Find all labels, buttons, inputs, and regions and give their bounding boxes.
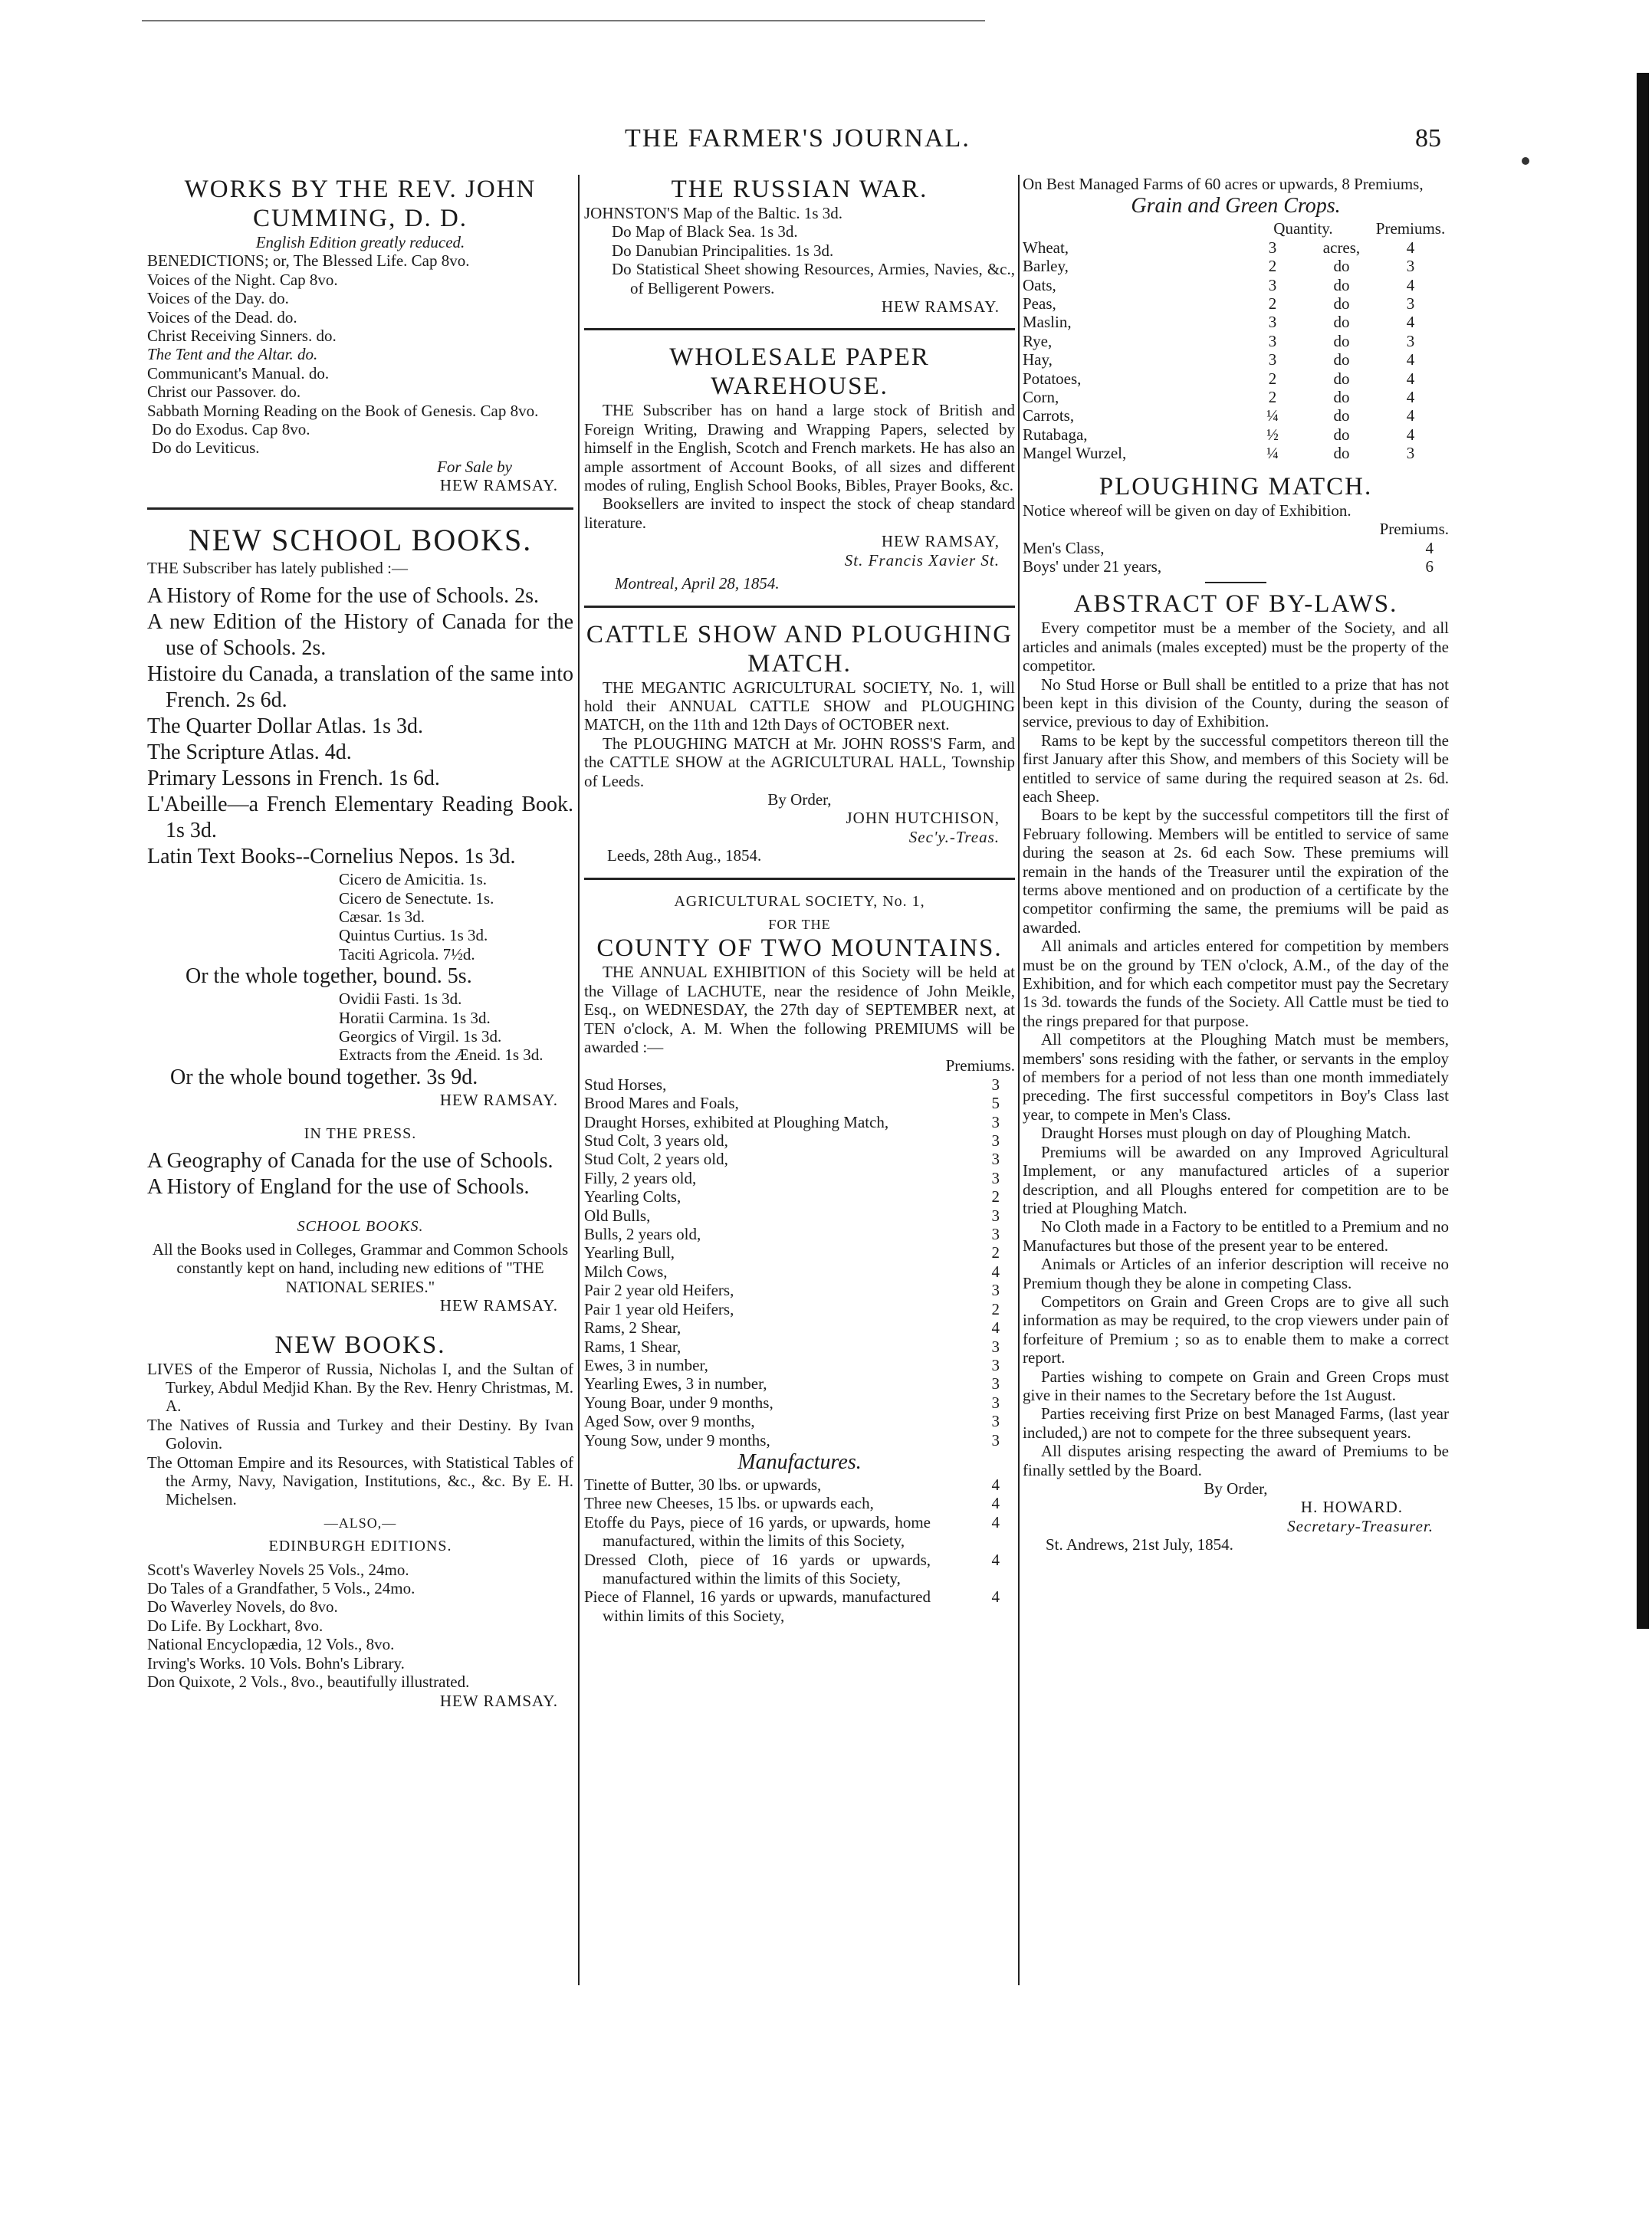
row-label: Yearling Colts, [584,1187,681,1206]
list-item: Histoire du Canada, a translation of the same into French. 2s 6d. [147,662,573,713]
row-label: Milch Cows, [584,1262,668,1281]
column-rule-1 [578,175,580,1985]
list-item: Do Waverley Novels, do 8vo. [147,1597,338,1617]
list-item: National Encyclopædia, 12 Vols., 8vo. [147,1635,395,1654]
table-row [1023,294,1449,313]
whole-bound-1: Or the whole together, bound. 5s. [186,964,472,989]
bylaw-paragraph: Competitors on Grain and Green Crops are to give all such information as may be required, to the crop viewers under pain of forfeiture of Premium ; so as to enable them to make a correct report. [1023,1292,1449,1367]
table-row [584,1431,1015,1449]
signature: HEW RAMSAY, [881,532,1000,551]
list-item: Irving's Works. 10 Vols. Bohn's Library. [147,1653,405,1673]
schoolbooks-head: SCHOOL BOOKS. [297,1217,424,1235]
school-title: NEW SCHOOL BOOKS. [188,522,533,557]
row-cell: 3 [1268,275,1277,294]
quantity-head: Quantity. [1273,219,1333,238]
row-value: 5 [991,1094,1000,1113]
table-row [584,1150,1015,1168]
list-item: Taciti Agricola. 7½d. [339,944,475,963]
row-value: 2 [991,1299,1000,1318]
table-row [584,1551,1015,1588]
list-item: Voices of the Day. do. [147,289,289,308]
premiums-head: Premiums. [945,1056,1015,1075]
row-label: Men's Class, [1023,538,1105,557]
table-row [1023,369,1449,388]
row-value: 3 [991,1337,1000,1356]
row-label: Boys' under 21 years, [1023,556,1162,576]
row-label: Three new Cheeses, 15 lbs. or upwards each, [584,1494,874,1513]
signature: HEW RAMSAY. [439,1691,558,1710]
row-cell: 4 [1406,369,1415,388]
row-value: 3 [991,1168,1000,1187]
bylaw-paragraph: Boars to be kept by the successful competitors till the first of February following. Members will be entitled to service of same during the season at 2s. 6d each Sow. These premiums will remain in the hands of the Treasurer until the expiration of the terms above mentioned and on production of a certificate by the competitor confirming the same, the premiums will be paid as awarded. [1023,806,1449,937]
row-cell: 3 [1406,444,1415,463]
row-cell: ¼ [1266,406,1279,425]
list-item: Cicero de Amicitia. 1s. [339,870,488,889]
column-left [147,175,573,1710]
column-rule-2 [1018,175,1020,1985]
row-cell: do [1333,257,1350,276]
row-cell: 2 [1268,388,1277,407]
row-value: 3 [991,1393,1000,1412]
paper-text: THE Subscriber has on hand a large stock of British and Foreign Writing, Drawing and Wrapping Papers, selected by himself in the English, Scotch and French markets. He has also an ample assortment of Account Books, of all sizes and different modes of ruling, English School Books, Bibles, Prayer Books, &c. [584,401,1015,495]
agri-text: THE ANNUAL EXHIBITION of this Society will be held at the Village of LACHUTE, near the residence of John Meikle, Esq., on WEDNESDAY, the 27th day of SEPTEMBER next, at TEN o'clock, A. M. When the following PREMIUMS will be awarded :— [584,963,1015,1056]
row-cell: do [1333,294,1350,314]
row-value: 4 [991,1587,1000,1607]
table-row [1023,238,1449,257]
row-value: 3 [991,1150,1000,1169]
list-item: Do Life. By Lockhart, 8vo. [147,1616,324,1635]
signature-address: St. Francis Xavier St. [844,550,1000,570]
bylaw-paragraph: All competitors at the Ploughing Match must be members, members' sons residing with the father, or servants in the employ of members for a period of not less than one month immediately preceding. The first successful competitors in Boy's Class last year, to compete in Men's Class. [1023,1030,1449,1124]
table-row [584,1318,1015,1337]
row-cell: 4 [1406,425,1415,444]
list-item: Communicant's Manual. do. [147,363,330,382]
list-item: Do Map of Black Sea. 1s 3d. [612,222,798,241]
row-value: 6 [1425,556,1434,576]
list-item: The Scripture Atlas. 4d. [147,740,352,765]
row-cell: do [1333,350,1350,369]
grain-title: Grain and Green Crops. [1131,194,1341,218]
row-cell: Rye, [1023,331,1053,350]
table-row [1023,332,1449,350]
signature: H. HOWARD. [1300,1498,1403,1517]
signature: HEW RAMSAY. [881,297,1000,317]
edinburgh-head: EDINBURGH EDITIONS. [268,1538,452,1555]
plough-table [1023,539,1449,576]
table-row [1023,350,1449,369]
row-cell: 4 [1406,388,1415,407]
agri-title: AGRICULTURAL SOCIETY, No. 1, [674,892,925,910]
row-cell: Peas, [1023,294,1056,314]
latin-list-1 [147,870,573,963]
row-value: 3 [991,1430,1000,1449]
row-cell: do [1333,369,1350,388]
row-cell: Carrots, [1023,406,1075,425]
row-value: 3 [991,1075,1000,1094]
list-item: BENEDICTIONS; or, The Blessed Life. Cap 8vo. [147,251,470,271]
row-value: 4 [991,1550,1000,1569]
cumming-list [147,251,573,457]
row-cell: do [1333,331,1350,350]
row-value: 4 [1425,538,1434,557]
signature: HEW RAMSAY. [439,476,558,495]
table-row [584,1394,1015,1412]
table-row [1023,406,1449,425]
for-sale: For Sale by [437,457,512,476]
list-item: Do Statistical Sheet showing Resources, Armies, Navies, &c., of Belligerent Powers. [612,260,1015,297]
list-item: Primary Lessons in French. 1s 6d. [147,767,440,791]
table-row [584,1131,1015,1150]
table-row [584,1300,1015,1318]
table-row [1023,557,1449,576]
row-cell: 4 [1406,275,1415,294]
list-item: Cæsar. 1s 3d. [339,907,425,926]
cumming-title: WORKS BY THE REV. JOHN CUMMING, D. D. [184,176,537,232]
signature-title: Sec'y.-Treas. [908,827,1000,846]
list-item: Christ Receiving Sinners. do. [147,327,337,346]
latin-head: Latin Text Books--Cornelius Nepos. 1s 3d. [147,845,516,869]
row-cell: do [1333,406,1350,425]
table-row [584,1281,1015,1299]
list-item: Scott's Waverley Novels 25 Vols., 24mo. [147,1560,409,1579]
table-row [584,1374,1015,1393]
list-item: A Geography of Canada for the use of Schools. [147,1148,553,1173]
table-row [584,1225,1015,1243]
row-cell: Rutabaga, [1023,425,1088,444]
list-item: Voices of the Dead. do. [147,307,297,327]
list-item: The Tent and the Altar. do. [147,345,318,364]
divider [147,507,573,510]
row-label: Stud Colt, 3 years old, [584,1131,728,1151]
cattle-text-2: The PLOUGHING MATCH at Mr. JOHN ROSS'S Farm, and the CATTLE SHOW at the AGRICULTURAL HALL, Township of Leeds. [584,734,1015,790]
plough-title: PLOUGHING MATCH. [1099,472,1373,501]
table-row [584,1206,1015,1225]
row-cell: Oats, [1023,275,1056,294]
list-item: The Natives of Russia and Turkey and their Destiny. By Ivan Golovin. [147,1415,573,1453]
bylaw-paragraph: Animals or Articles of an inferior description will receive no Premium though they be alone in competing Class. [1023,1255,1449,1292]
table-row [584,1113,1015,1131]
list-item: Do do Leviticus. [152,438,260,458]
by-order: By Order, [767,790,832,809]
table-row [584,1412,1015,1430]
list-item: A History of England for the use of Schools. [147,1174,530,1199]
table-row [1023,276,1449,294]
cattle-title: CATTLE SHOW AND PLOUGHING MATCH. [586,620,1013,678]
premiums-head: Premiums. [1375,219,1446,238]
also-head: —ALSO,— [324,1515,397,1531]
table-row [584,1476,1015,1494]
grain-header [1023,219,1449,238]
page-number: 85 [1415,124,1441,153]
row-cell: Maslin, [1023,313,1072,332]
bylaw-paragraph: Parties wishing to compete on Grain and Green Crops must give in their names to the Secretary before the 1st August. [1023,1367,1449,1404]
row-cell: 3 [1268,331,1277,350]
press-head: IN THE PRESS. [304,1125,417,1143]
bylaw-paragraph: Every competitor must be a member of the Society, and all articles and animals (males excepted) must be the property of the competitor. [1023,619,1449,675]
bylaws-list [1023,619,1449,1479]
manufactures-head: Manufactures. [737,1449,862,1474]
plough-text: Notice whereof will be given on day of Exhibition. [1023,501,1351,520]
row-value: 3 [991,1374,1000,1394]
row-cell: 4 [1406,313,1415,332]
row-cell: 3 [1406,294,1415,314]
row-label: Tinette of Butter, 30 lbs. or upwards, [584,1475,822,1494]
table-row [1023,388,1449,406]
row-cell: 4 [1406,350,1415,369]
list-item: Christ our Passover. do. [147,382,301,402]
row-label: Etoffe du Pays, piece of 16 yards, or upwards, home manufactured, within the limits of this Society, [584,1512,931,1551]
row-cell: 4 [1406,238,1415,257]
row-label: Draught Horses, exhibited at Ploughing Match, [584,1112,889,1131]
row-label: Ewes, 3 in number, [584,1355,708,1374]
row-cell: 2 [1268,369,1277,388]
row-value: 3 [991,1355,1000,1374]
row-cell: ½ [1266,425,1279,444]
row-cell: 4 [1406,406,1415,425]
row-label: Old Bulls, [584,1206,651,1225]
table-row [584,1169,1015,1187]
schoolbooks-text: All the Books used in Colleges, Grammar and Common Schools constantly kept on hand, including new editions of "THE NATIONAL SERIES." [152,1239,569,1296]
row-value: 4 [991,1475,1000,1494]
farms-line: On Best Managed Farms of 60 acres or upwards, 8 Premiums, [1023,175,1424,193]
list-item: Horatii Carmina. 1s 3d. [339,1008,491,1027]
agri-county: COUNTY OF TWO MOUNTAINS. [596,934,1003,963]
row-label: Rams, 2 Shear, [584,1318,681,1338]
row-label: Young Sow, under 9 months, [584,1430,770,1449]
row-label: Pair 2 year old Heifers, [584,1281,734,1300]
table-row [584,1494,1015,1512]
scan-speck [1522,157,1529,165]
bylaw-paragraph: Parties receiving first Prize on best Managed Farms, (last year included,) are not to compete for the three subsequent years. [1023,1404,1449,1442]
premiums-head: Premiums. [1379,520,1449,539]
row-cell: Hay, [1023,350,1053,369]
list-item: Don Quixote, 2 Vols., 8vo., beautifully illustrated. [147,1673,470,1692]
signature: HEW RAMSAY. [439,1090,558,1109]
list-item: Do do Exodus. Cap 8vo. [152,420,310,439]
row-value: 2 [991,1243,1000,1262]
by-order: By Order, [1204,1479,1268,1498]
row-cell: 3 [1268,313,1277,332]
bylaw-paragraph: Draught Horses must plough on day of Ploughing Match. [1041,1124,1411,1143]
list-item: Cicero de Senectute. 1s. [339,888,494,908]
list-item: Extracts from the Æneid. 1s 3d. [339,1046,544,1065]
signature: HEW RAMSAY. [439,1296,558,1315]
bylaw-paragraph: No Cloth made in a Factory to be entitled to a Premium and no Manufactures but those of the present year to be entered. [1023,1217,1449,1255]
table-row [1023,539,1449,557]
russian-title: THE RUSSIAN WAR. [671,176,928,203]
row-label: Stud Colt, 2 years old, [584,1150,728,1169]
list-item: Ovidii Fasti. 1s 3d. [339,990,462,1009]
list-item: The Ottoman Empire and its Resources, with Statistical Tables of the Army, Navy, Navigation, Institutions, &c., &c. By E. H. Michelsen. [147,1453,573,1509]
row-value: 4 [991,1512,1000,1531]
table-row [584,1356,1015,1374]
table-row [584,1338,1015,1356]
running-title: THE FARMER'S JOURNAL. [625,124,971,153]
row-label: Dressed Cloth, piece of 16 yards or upwards, manufactured within the limits of this Society, [584,1550,931,1587]
scan-edge-bar [1637,73,1649,1629]
row-cell: Barley, [1023,257,1069,276]
row-label: Piece of Flannel, 16 yards or upwards, manufactured within limits of this Society, [584,1587,931,1625]
row-cell: do [1333,313,1350,332]
row-label: Filly, 2 years old, [584,1168,697,1187]
agri-for: FOR THE [768,916,831,932]
row-label: Yearling Ewes, 3 in number, [584,1374,767,1394]
divider [584,328,1015,330]
table-row [584,1513,1015,1551]
table-row [584,1587,1015,1625]
bylaw-paragraph: Premiums will be awarded on any Improved Agricultural Implement, or any manufactured articles of a superior description, and all Ploughs entered for competition are to be tried at Ploughing Match. [1023,1142,1449,1217]
row-cell: Wheat, [1023,238,1069,257]
divider [1205,582,1266,583]
row-label: Stud Horses, [584,1075,667,1094]
row-value: 4 [991,1262,1000,1281]
paper-text-2: Booksellers are invited to inspect the stock of cheap standard literature. [584,494,1015,532]
list-item: Georgics of Virgil. 1s 3d. [339,1026,502,1046]
whole-bound-2: Or the whole bound together. 3s 9d. [170,1065,478,1089]
row-label: Bulls, 2 years old, [584,1225,701,1244]
row-label: Brood Mares and Foals, [584,1094,739,1113]
list-item: Sabbath Morning Reading on the Book of Genesis. Cap 8vo. [147,401,539,420]
row-cell: 3 [1268,238,1277,257]
row-value: 3 [991,1112,1000,1131]
row-value: 3 [991,1206,1000,1225]
bylaw-paragraph: All animals and articles entered for competition by members must be on the ground by TEN o'clock, A.M., of the day of the Exhibition, and for which each competitor must pay the Secretary 1s 3d. towards the funds of the Society. All Cattle must be tied to the rings prepared for that purpose. [1023,937,1449,1030]
row-cell: 2 [1268,257,1277,276]
row-cell: do [1333,275,1350,294]
row-cell: do [1333,425,1350,444]
signature-title: Secretary-Treasurer. [1287,1516,1434,1535]
row-cell: 3 [1406,257,1415,276]
row-label: Young Boar, under 9 months, [584,1393,773,1412]
row-value: 3 [991,1412,1000,1431]
cumming-subtitle: English Edition greatly reduced. [255,233,465,251]
manufactures-table [584,1476,1015,1625]
row-value: 4 [991,1318,1000,1338]
row-cell: 2 [1268,294,1277,314]
row-cell: Corn, [1023,388,1059,407]
list-item: Do Danubian Principalities. 1s 3d. [612,241,834,260]
bylaw-paragraph: Rams to be kept by the successful competitors thereon till the first January after this Show, and members of this Society will be entitled to service of same during the required season at 2s. 6d. each Sheep. [1023,730,1449,806]
dateline: Leeds, 28th Aug., 1854. [607,846,762,865]
row-cell: Potatoes, [1023,369,1082,388]
row-cell: 3 [1406,331,1415,350]
row-label: Yearling Bull, [584,1243,675,1262]
row-cell: ¼ [1266,444,1279,463]
cattle-text: THE MEGANTIC AGRICULTURAL SOCIETY, No. 1, will hold their ANNUAL CATTLE SHOW and PLOUGHING MATCH, on the 11th and 12th Days of OCTOBER next. [584,678,1015,734]
table-row [1023,444,1449,462]
row-cell: do [1333,388,1350,407]
divider [584,878,1015,880]
premium-table [584,1075,1015,1449]
list-item: Quintus Curtius. 1s 3d. [339,926,488,945]
top-rule [142,20,985,21]
list-item: Voices of the Night. Cap 8vo. [147,270,338,289]
row-label: Pair 1 year old Heifers, [584,1299,734,1318]
newbooks-title: NEW BOOKS. [274,1331,446,1359]
list-item: L'Abeille—a French Elementary Reading Book. 1s 3d. [147,793,573,843]
list-item: The Quarter Dollar Atlas. 1s 3d. [147,714,424,739]
row-cell: Mangel Wurzel, [1023,444,1127,463]
list-item: A new Edition of the History of Canada for the use of Schools. 2s. [147,610,573,661]
table-row [1023,257,1449,275]
row-label: Rams, 1 Shear, [584,1337,681,1356]
row-cell: do [1333,444,1350,463]
column-right [1023,175,1449,1554]
divider [584,606,1015,608]
row-value: 3 [991,1225,1000,1244]
dateline: Montreal, April 28, 1854. [615,574,780,593]
paper-title: WHOLESALE PAPER WAREHOUSE. [669,343,930,401]
list-item: LIVES of the Emperor of Russia, Nicholas I, and the Sultan of Turkey, Abdul Medjid Khan. By the Rev. Henry Christmas, M. A. [147,1359,573,1416]
school-intro: THE Subscriber has lately published :— [147,558,409,577]
row-cell: 3 [1268,350,1277,369]
row-value: 3 [991,1281,1000,1300]
table-row [1023,425,1449,444]
bylaws-title: ABSTRACT OF BY-LAWS. [1073,590,1398,619]
row-value: 4 [991,1494,1000,1513]
row-value: 2 [991,1187,1000,1206]
table-row [584,1187,1015,1206]
grain-table [1023,238,1449,463]
table-row [584,1075,1015,1094]
bylaw-paragraph: All disputes arising respecting the award of Premiums to be finally settled by the Board. [1023,1442,1449,1479]
list-item: JOHNSTON'S Map of the Baltic. 1s 3d. [584,204,843,222]
signature: JOHN HUTCHISON, [846,809,1000,828]
list-item: A History of Rome for the use of Schools. 2s. [147,584,539,609]
row-label: Aged Sow, over 9 months, [584,1412,755,1431]
page-header [146,124,1441,162]
table-row [584,1094,1015,1112]
row-cell: acres, [1322,238,1361,257]
bylaw-paragraph: No Stud Horse or Bull shall be entitled to a prize that has not been kept in this division of the County, during the season of service, previous to day of Exhibition. [1023,675,1449,731]
column-middle [584,175,1015,1625]
row-value: 3 [991,1131,1000,1151]
table-row [1023,313,1449,331]
latin-list-2 [147,990,573,1065]
table-row [584,1262,1015,1281]
dateline: St. Andrews, 21st July, 1854. [1046,1535,1233,1554]
table-row [584,1243,1015,1262]
list-item: Do Tales of a Grandfather, 5 Vols., 24mo. [147,1579,415,1598]
